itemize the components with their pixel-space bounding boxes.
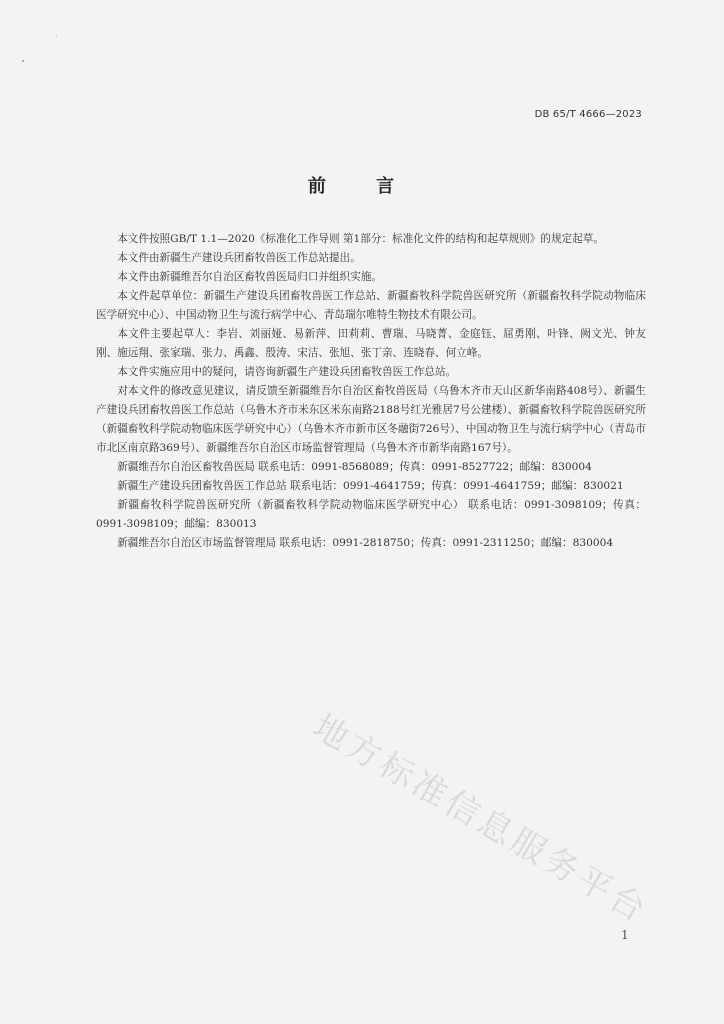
scan-speck [22,60,24,62]
foreword-body [96,230,646,553]
page-number: 1 [621,928,629,942]
scan-speck [56,35,57,36]
paragraph: 本文件由新疆生产建设兵团畜牧兽医工作总站提出。 [117,252,361,264]
standard-code: DB 65/T 4666—2023 [534,109,642,120]
contact-line: 新疆畜牧科学院兽医研究所（新疆畜牧科学院动物临床医学研究中心） 联系电话：0991-3098109；传真：0991-3098109；邮编：830013 [96,499,646,530]
contact-line: 新疆维吾尔自治区市场监督管理局 联系电话：0991-2818750；传真：0991-2311250；邮编：830004 [117,537,614,549]
paragraph: 本文件主要起草人：李岩、刘丽娅、易新萍、田莉莉、曹瑞、马晓菁、金庭钰、屈勇刚、叶锋、阙文光、钟友刚、施远翔、张家瑞、张力、禹鑫、殷涛、宋洁、张旭、张丁亲、连晓春、何立峰。 [96,328,646,359]
paragraph: 本文件起草单位：新疆生产建设兵团畜牧兽医工作总站、新疆畜牧科学院兽医研究所（新疆畜牧科学院动物临床医学研究中心）、中国动物卫生与流行病学中心、青岛瑞尔唯特生物技术有限公司。 [96,290,646,321]
contact-line: 新疆生产建设兵团畜牧兽医工作总站 联系电话：0991-4641759；传真：0991-4641759；邮编：830021 [117,480,624,492]
paragraph: 本文件实施应用中的疑问，请咨询新疆生产建设兵团畜牧兽医工作总站。 [117,366,457,378]
paragraph: 本文件由新疆维吾尔自治区畜牧兽医局归口并组织实施。 [117,271,383,283]
paragraph: 对本文件的修改意见建议，请反馈至新疆维吾尔自治区畜牧兽医局（乌鲁木齐市天山区新华南路408号）、新疆生产建设兵团畜牧兽医工作总站（乌鲁木齐市米东区米东南路2188号红光雅居7号公建楼）、新疆畜牧科学院兽医研究所（新疆畜牧科学院动物临床医学研究中心）（乌鲁木齐市新市区冬融街726号）、中国动物卫生与流行病学中心（青岛市市北区南京路369号）、新疆维吾尔自治区市场监督管理局（乌鲁木齐市新华南路167号）。 [96,385,646,454]
paragraph: 本文件按照GB/T 1.1—2020《标准化工作导则 第1部分：标准化文件的结构和起草规则》的规定起草。 [117,233,604,245]
contact-list [96,458,646,553]
contact-line: 新疆维吾尔自治区畜牧兽医局 联系电话：0991-8568089；传真：0991-8527722；邮编：830004 [117,461,592,473]
page-title: 前 言 [307,176,417,197]
watermark: 地方标准信息服务平台 [306,706,656,932]
